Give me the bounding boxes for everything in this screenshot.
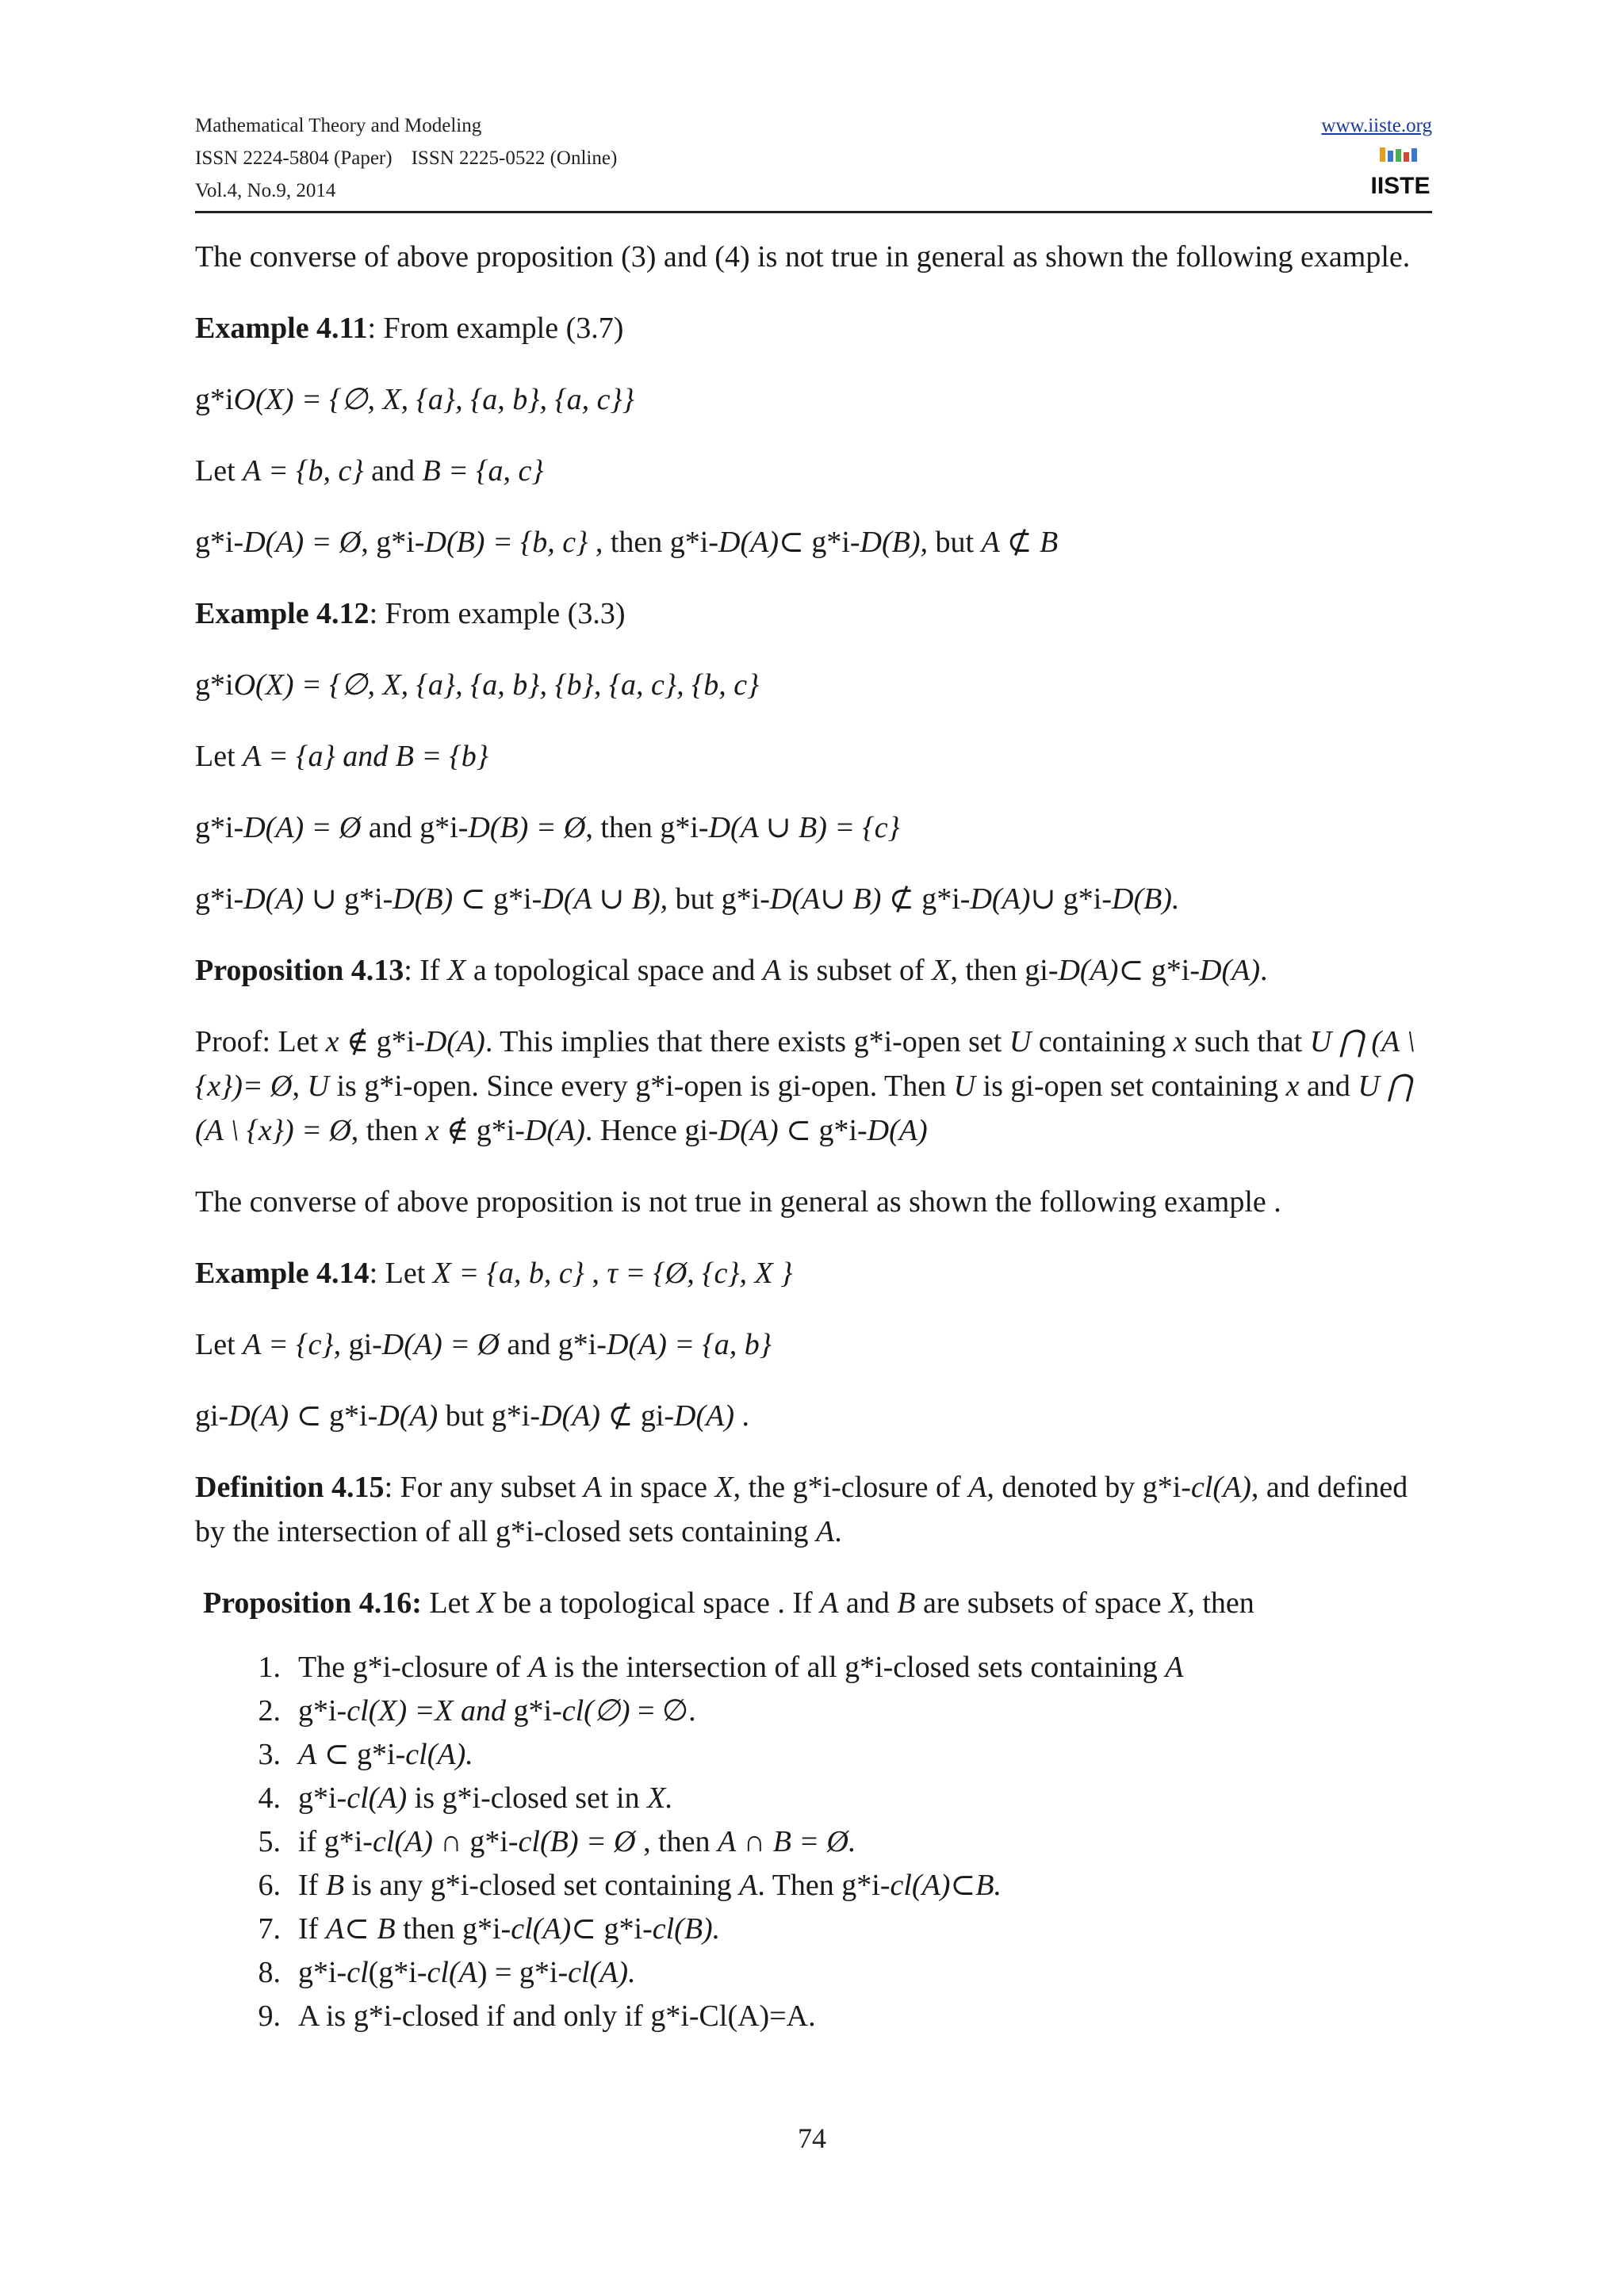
example-label: Example 4.11 bbox=[195, 312, 368, 345]
plain-text: The g*i-closure of bbox=[298, 1651, 529, 1684]
plain-text: is the intersection of all g*i-closed sets containing bbox=[546, 1651, 1166, 1684]
plain-text: g*i- bbox=[195, 882, 244, 916]
plain-text: . This implies that there exists g*i-open set bbox=[485, 1025, 1009, 1058]
list-item-number: 9. bbox=[258, 1999, 281, 2033]
math-text: A ⊄ B bbox=[981, 526, 1059, 559]
plain-text: , then gi- bbox=[950, 954, 1059, 987]
list-item-number: 7. bbox=[258, 1912, 281, 1946]
math-text: D(A) ⊄ bbox=[540, 1399, 634, 1433]
math-text: A⊂ B bbox=[325, 1912, 396, 1946]
math-text: D(A) bbox=[970, 882, 1031, 916]
plain-text: ∪ g*i- bbox=[1030, 882, 1112, 916]
plain-text: is gi-open set containing bbox=[975, 1070, 1286, 1103]
article-body bbox=[195, 235, 1432, 2038]
example-4-11-heading bbox=[195, 306, 1432, 350]
math-text: D(A) bbox=[524, 1114, 585, 1147]
proposition-label: Proposition 4.16: bbox=[203, 1586, 422, 1620]
example-label: Example 4.12 bbox=[195, 597, 370, 630]
plain-text: : Let bbox=[369, 1257, 433, 1290]
formula-body: O(X) = {∅, X, {a}, {a, b}, {a, c}} bbox=[233, 383, 634, 416]
plain-text: if g*i- bbox=[298, 1825, 373, 1858]
math-text: X = {a, b, c} bbox=[432, 1257, 584, 1290]
example-4-11-topology bbox=[195, 377, 1432, 422]
plain-text: , g*i- bbox=[361, 526, 425, 559]
plain-text: ⊂ g*i- bbox=[1118, 954, 1201, 987]
example-4-12-sets bbox=[195, 734, 1432, 779]
plain-text: is g*i-open. Since every g*i-open is gi-open. Then bbox=[328, 1070, 954, 1103]
math-text: A bbox=[816, 1515, 835, 1548]
example-4-14-heading bbox=[195, 1251, 1432, 1295]
plain-text: . Hence gi- bbox=[584, 1114, 718, 1147]
math-text: cl(B) = Ø bbox=[518, 1825, 636, 1858]
plain-text: ∪ g*i- bbox=[304, 882, 393, 916]
page-number: 74 bbox=[798, 2122, 826, 2154]
converse-note: The converse of above proposition is not true in general as shown the following example . bbox=[195, 1185, 1281, 1219]
math-text: U bbox=[1009, 1025, 1032, 1058]
plain-text: g*i- bbox=[298, 1781, 347, 1815]
math-text: x bbox=[1173, 1025, 1187, 1058]
plain-text: is g*i-closed set in bbox=[407, 1781, 648, 1815]
list-item bbox=[249, 1908, 1432, 1951]
set-a: A = {b, c} bbox=[243, 454, 364, 488]
plain-text: is subset of bbox=[781, 954, 933, 987]
math-text: A bbox=[298, 1738, 317, 1771]
plain-text: gi- bbox=[341, 1328, 382, 1361]
proof-4-13 bbox=[195, 1020, 1432, 1153]
plain-text: containing bbox=[1031, 1025, 1174, 1058]
math-text: D(A) = {a, b} bbox=[606, 1328, 772, 1361]
plain-text: , bbox=[584, 1257, 607, 1290]
plain-text: Let bbox=[421, 1586, 477, 1620]
issn-online: ISSN 2225-0522 (Online) bbox=[411, 147, 618, 169]
math-text: U bbox=[307, 1070, 329, 1103]
example-label: Example 4.14 bbox=[195, 1257, 370, 1290]
plain-text: but bbox=[928, 526, 982, 559]
math-text: D(A) bbox=[718, 526, 779, 559]
math-text: D(A) bbox=[243, 882, 304, 916]
plain-text: and g*i- bbox=[499, 1328, 607, 1361]
math-text: A bbox=[762, 954, 782, 987]
math-text: D(A) bbox=[377, 1399, 439, 1433]
math-text: cl(∅) bbox=[561, 1694, 630, 1728]
math-text: D(A) bbox=[228, 1399, 289, 1433]
plain-text: , then g*i- bbox=[585, 811, 709, 844]
plain-text: g*i- bbox=[195, 811, 244, 844]
plain-text: g*i- bbox=[469, 1114, 525, 1147]
plain-text: but g*i- bbox=[438, 1399, 540, 1433]
example-4-12-derived bbox=[195, 806, 1432, 850]
math-text: τ = {Ø, {c}, X } bbox=[607, 1257, 793, 1290]
math-text: A bbox=[1165, 1651, 1184, 1684]
plain-text: g*i- bbox=[298, 1694, 347, 1728]
formula-prefix: g*i bbox=[195, 668, 234, 702]
math-text: X bbox=[1169, 1586, 1188, 1620]
plain-text: . bbox=[834, 1515, 842, 1548]
math-text: cl(A) bbox=[1190, 1471, 1251, 1504]
math-text: cl(A) bbox=[511, 1912, 572, 1946]
definition-4-15 bbox=[195, 1465, 1432, 1554]
plain-text: Proof: Let bbox=[195, 1025, 326, 1058]
math-text: A bbox=[968, 1471, 987, 1504]
plain-text: a topological space and bbox=[465, 954, 763, 987]
math-text: B bbox=[325, 1869, 345, 1902]
plain-text: , then g*i- bbox=[588, 526, 719, 559]
math-text: A bbox=[583, 1471, 602, 1504]
plain-text: ⊂ g*i- bbox=[289, 1399, 378, 1433]
proposition-4-16-list bbox=[195, 1646, 1432, 2038]
converse-intro: The converse of above proposition (3) and (4) is not true in general as shown the following example. bbox=[195, 240, 1411, 274]
list-item-number: 4. bbox=[258, 1781, 281, 1815]
plain-text: ∩ g*i- bbox=[432, 1825, 519, 1858]
plain-text: in space bbox=[602, 1471, 715, 1504]
plain-text: : If bbox=[404, 954, 448, 987]
iiste-logo bbox=[1370, 146, 1431, 203]
math-text: A bbox=[820, 1586, 839, 1620]
set-b: B = {a, c} bbox=[422, 454, 544, 488]
formula-prefix: g*i bbox=[195, 383, 234, 416]
plain-text: (g*i- bbox=[368, 1956, 427, 1989]
math-text: cl(A)⊂B. bbox=[890, 1869, 1002, 1902]
plain-text: . bbox=[734, 1399, 749, 1433]
math-text: X bbox=[447, 954, 466, 987]
math-text: cl(A). bbox=[405, 1738, 473, 1771]
proposition-statement bbox=[404, 954, 1267, 987]
plain-text: , then bbox=[350, 1114, 426, 1147]
math-text: D(A ∪ B) = {c} bbox=[708, 811, 900, 844]
math-text: A = {c}, bbox=[243, 1328, 342, 1361]
proposition-4-13 bbox=[195, 948, 1432, 993]
plain-text: = ∅. bbox=[630, 1694, 696, 1728]
math-text: D(B). bbox=[1112, 882, 1180, 916]
list-item bbox=[249, 1733, 1432, 1777]
issn-line bbox=[195, 147, 617, 170]
proposition-label: Proposition 4.13 bbox=[195, 954, 404, 987]
plain-text: . bbox=[1259, 954, 1268, 987]
plain-text: is any g*i-closed set containing bbox=[344, 1869, 740, 1902]
math-text: D(A∪ B) ⊄ bbox=[769, 882, 914, 916]
plain-text: ⊂ g*i- bbox=[453, 882, 542, 916]
math-text: cl(B). bbox=[652, 1912, 721, 1946]
math-text: x bbox=[1285, 1070, 1300, 1103]
math-text: A bbox=[528, 1651, 547, 1684]
list-item-number: 5. bbox=[258, 1825, 281, 1858]
math-text: B = Ø. bbox=[772, 1825, 856, 1858]
plain-text: gi- bbox=[195, 1399, 229, 1433]
math-text: D(B), bbox=[860, 526, 929, 559]
plain-text: gi- bbox=[633, 1399, 675, 1433]
text-and: and bbox=[363, 454, 423, 488]
plain-text: If bbox=[298, 1869, 326, 1902]
math-text: X bbox=[932, 954, 951, 987]
list-item-number: 8. bbox=[258, 1956, 281, 1989]
math-text: D(A) bbox=[1058, 954, 1119, 987]
plain-text: such that bbox=[1186, 1025, 1310, 1058]
journal-url-link[interactable]: www.iiste.org bbox=[1321, 115, 1432, 136]
math-text: D(A) = Ø bbox=[243, 811, 362, 844]
math-text: cl bbox=[347, 1956, 369, 1989]
plain-text: , then bbox=[635, 1825, 718, 1858]
list-item-number: 6. bbox=[258, 1869, 281, 1902]
text-let: Let bbox=[195, 454, 243, 488]
example-4-12-result bbox=[195, 877, 1432, 921]
example-4-11-sets bbox=[195, 449, 1432, 493]
plain-text: g*i- bbox=[914, 882, 971, 916]
math-text: D(A) bbox=[867, 1114, 928, 1147]
math-text: D(A ∪ B), bbox=[542, 882, 668, 916]
math-text: A bbox=[718, 1825, 737, 1858]
plain-text: , and defined by the intersection of all g*i-closed sets containing bbox=[195, 1471, 1408, 1548]
list-item bbox=[249, 1864, 1432, 1908]
plain-text: and bbox=[1299, 1070, 1358, 1103]
list-item bbox=[249, 1689, 1432, 1733]
plain-text: ⊂ g*i- bbox=[571, 1912, 653, 1946]
plain-text: then g*i- bbox=[395, 1912, 511, 1946]
math-text: D(B) = Ø bbox=[468, 811, 586, 844]
plain-text: be a topological space . If bbox=[495, 1586, 821, 1620]
plain-text: ⊂ g*i- bbox=[778, 1114, 868, 1147]
plain-text: ∩ bbox=[736, 1825, 773, 1858]
math-text: X bbox=[714, 1471, 733, 1504]
plain-text: are subsets of space bbox=[915, 1586, 1170, 1620]
math-text: D(A) = Ø bbox=[243, 526, 362, 559]
plain-text: ⊂ g*i- bbox=[316, 1738, 406, 1771]
plain-text: , denoted by g*i- bbox=[986, 1471, 1191, 1504]
example-4-14-result bbox=[195, 1394, 1432, 1438]
math-text: D(A) = Ø bbox=[381, 1328, 500, 1361]
math-text: D(B) bbox=[393, 882, 454, 916]
list-item bbox=[249, 1951, 1432, 1995]
math-text: D(A) bbox=[424, 1025, 485, 1058]
math-text: D(A) bbox=[1200, 954, 1260, 987]
plain-text: g*i- bbox=[298, 1956, 347, 1989]
proposition-4-16 bbox=[195, 1581, 1432, 1625]
plain-text: ) = g*i- bbox=[477, 1956, 569, 1989]
math-text: U ⋂ (A \ {x}) = Ø bbox=[195, 1070, 1412, 1147]
proposition-statement bbox=[422, 1586, 1254, 1620]
logo-text: IISTE bbox=[1370, 173, 1431, 199]
list-item bbox=[249, 1820, 1432, 1864]
example-4-14-sets bbox=[195, 1322, 1432, 1367]
example-4-12-heading bbox=[195, 591, 1432, 636]
example-statement bbox=[370, 1257, 793, 1290]
math-text: U bbox=[953, 1070, 976, 1103]
plain-text: g*i- bbox=[369, 1025, 425, 1058]
plain-text: ⊂ g*i- bbox=[778, 526, 860, 559]
list-item bbox=[249, 1995, 1432, 2038]
journal-header bbox=[195, 111, 1432, 213]
volume-info: Vol.4, No.9, 2014 bbox=[195, 180, 336, 201]
plain-text: , bbox=[292, 1070, 308, 1103]
math-text: X bbox=[477, 1586, 496, 1620]
text-let: Let bbox=[195, 740, 243, 773]
math-text: cl(X) =X and bbox=[347, 1694, 507, 1728]
math-text: D(B) = {b, c} bbox=[424, 526, 588, 559]
math-text: X. bbox=[647, 1781, 673, 1815]
plain-text: g*i- bbox=[506, 1694, 562, 1728]
math-text: cl(A). bbox=[568, 1956, 636, 1989]
math-text: cl(A) bbox=[372, 1825, 433, 1858]
page bbox=[195, 111, 1432, 2033]
plain-text: , then bbox=[1187, 1586, 1254, 1620]
list-item-number: 1. bbox=[258, 1651, 281, 1684]
formula-body: O(X) = {∅, X, {a}, {a, b}, {b}, {a, c}, {b, c} bbox=[233, 668, 760, 702]
plain-text: If bbox=[298, 1912, 326, 1946]
math-text: x ∉ bbox=[425, 1114, 469, 1147]
plain-text: g*i- bbox=[195, 526, 244, 559]
example-text: : From example (3.3) bbox=[369, 597, 626, 630]
journal-title: Mathematical Theory and Modeling bbox=[195, 115, 482, 136]
list-item-number: 3. bbox=[258, 1738, 281, 1771]
plain-text: , the g*i-closure of bbox=[733, 1471, 969, 1504]
math-text: D(A) bbox=[718, 1114, 779, 1147]
plain-text: A is g*i-closed if and only if g*i-Cl(A)=A. bbox=[298, 1999, 816, 2033]
math-text: cl(A) bbox=[347, 1781, 408, 1815]
sets-a-b: A = {a} and B = {b} bbox=[243, 740, 488, 773]
list-item bbox=[249, 1777, 1432, 1820]
plain-text: : For any subset bbox=[384, 1471, 584, 1504]
issn-paper: ISSN 2224-5804 (Paper) bbox=[195, 147, 393, 169]
math-text: B bbox=[897, 1586, 916, 1620]
example-4-11-result bbox=[195, 520, 1432, 564]
math-text: A bbox=[739, 1869, 758, 1902]
math-text: cl(A bbox=[427, 1956, 477, 1989]
math-text: U ⋂ (A \ {x})= Ø bbox=[195, 1025, 1415, 1103]
plain-text: Let bbox=[195, 1328, 243, 1361]
plain-text: . Then g*i- bbox=[757, 1869, 891, 1902]
list-item bbox=[249, 1646, 1432, 1689]
plain-text: and g*i- bbox=[361, 811, 469, 844]
plain-text: but g*i- bbox=[668, 882, 770, 916]
list-item-number: 2. bbox=[258, 1694, 281, 1728]
math-text: x ∉ bbox=[325, 1025, 370, 1058]
example-4-12-topology bbox=[195, 663, 1432, 707]
example-text: : From example (3.7) bbox=[367, 312, 624, 345]
plain-text: and bbox=[838, 1586, 898, 1620]
math-text: D(A) bbox=[674, 1399, 734, 1433]
definition-label: Definition 4.15 bbox=[195, 1471, 385, 1504]
